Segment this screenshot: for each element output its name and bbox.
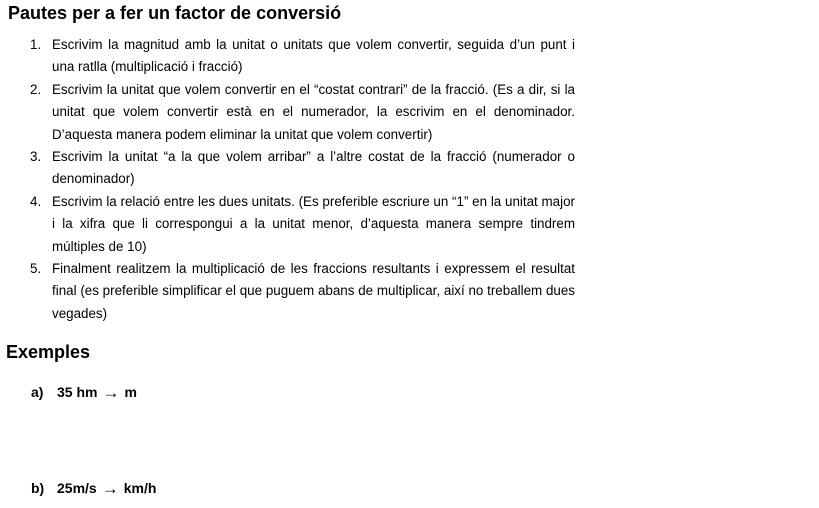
step-number: 3. — [30, 149, 42, 165]
example-label: a) — [31, 384, 44, 400]
example-from-value: 25m/s — [57, 480, 97, 496]
arrow-right-icon: → — [101, 479, 119, 498]
example-to-value: km/h — [123, 480, 157, 496]
page-title: Pautes per a fer un factor de conversió — [8, 3, 342, 23]
step-item — [30, 79, 576, 146]
example-from-value: 35 hm — [57, 384, 98, 400]
example-to-value: m — [124, 384, 137, 400]
steps-list — [30, 34, 576, 325]
step-text: Finalment realitzem la multiplicació de les fraccions resultants i expressem el resultat final (es preferible simplificar el que puguem abans de multiplicar, així no treballem dues vegades) — [52, 261, 575, 321]
examples-heading: Exemples — [6, 342, 91, 362]
step-item — [30, 34, 576, 79]
step-number: 4. — [30, 193, 42, 209]
step-text: Escrivim la unitat que volem convertir en el “costat contrari” de la fracció. (Es a dir, si la unitat que volem convertir està en el numerador, la escrivim en el denominador. D’aquesta manera podem eliminar la unitat que volem convertir) — [52, 81, 575, 142]
step-text: Escrivim la relació entre les dues unitats. (Es preferible escriure un “1” en la unitat major i la xifra que li correspongui a la unitat menor, d’aquesta manera sempre tindrem múltiples de 10) — [52, 193, 575, 254]
example-label: b) — [31, 480, 45, 496]
step-text: Escrivim la magnitud amb la unitat o unitats que volem convertir, seguida d’un punt i una ratlla (multiplicació i fracció) — [52, 37, 575, 75]
step-number: 2. — [30, 81, 42, 97]
example-item-b — [31, 478, 156, 498]
step-text: Escrivim la unitat “a la que volem arribar” a l’altre costat de la fracció (numerador o denominador) — [52, 149, 575, 187]
step-item — [30, 146, 576, 191]
example-item-a — [31, 382, 137, 402]
step-item — [30, 258, 576, 325]
step-number: 1. — [30, 37, 42, 52]
step-number: 5. — [30, 261, 42, 277]
arrow-right-icon: → — [102, 383, 120, 402]
step-item — [30, 191, 576, 258]
